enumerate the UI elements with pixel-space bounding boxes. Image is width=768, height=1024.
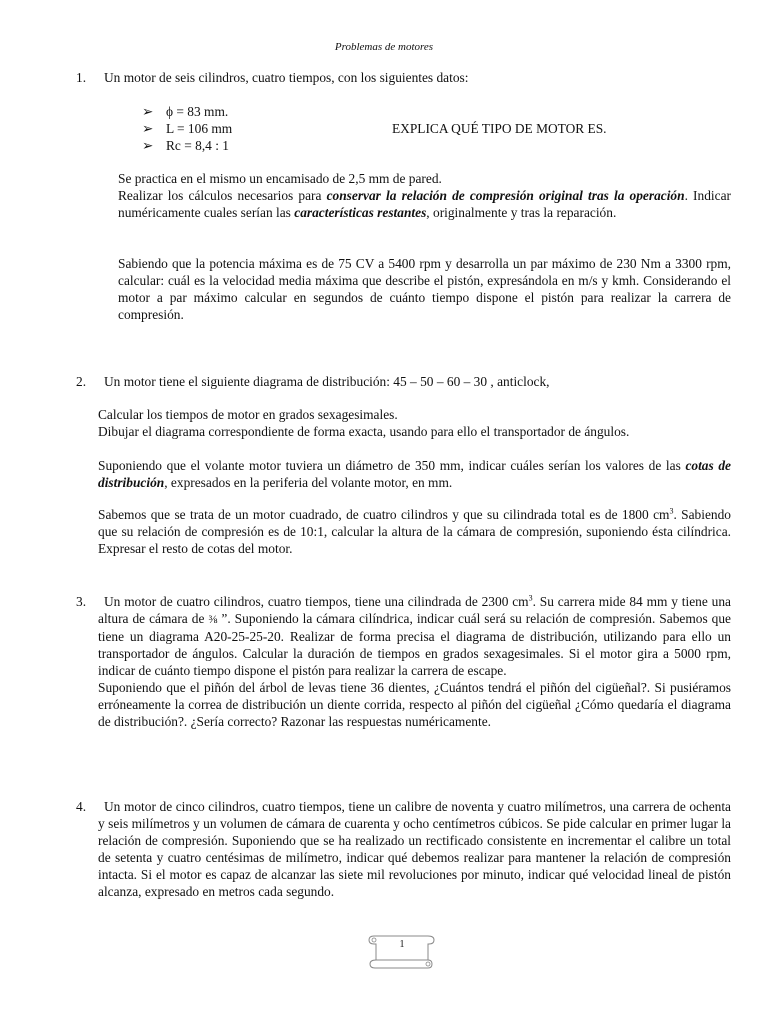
problem-4-number: 4. [76,799,87,814]
problem-2-intro: Un motor tiene el siguiente diagrama de distribución: 45 – 50 – 60 – 30 , anticlock, [104,374,550,389]
problem-3-number: 3. [76,594,87,609]
arrow-bullet-icon: ➢ [142,138,154,153]
problem-1-paragraph-1: Se practica en el mismo un encamisado de 2,5 mm de pared. Realizar los cálculos necesarios para conservar la relación de compresión original tras la operación. Indicar numéricamente cuales serían las características restantes, originalmente y tras la reparación. [118,171,731,220]
bullet-item: ➢ ϕ = 83 mm. [142,104,229,119]
explain-motor-type: EXPLICA QUÉ TIPO DE MOTOR ES. [392,121,607,136]
scroll-ornament-icon [366,930,438,970]
problem-2-paragraph-3: Sabemos que se trata de un motor cuadrado, de cuatro cilindros y que su cilindrada total es de 1800 $cm^3$. Sabiendo que su relación de compresión es de 10:1, calcular la altura de la cámara de compresión, suponiendo ésta cilíndrica. Expresar el resto de cotas del motor. [98,506,732,556]
problem-1-intro: Un motor de seis cilindros, cuatro tiempos, con los siguientes datos: [104,70,469,85]
bullet-item: ➢ L = 106 mm [142,121,233,136]
arrow-bullet-icon: ➢ [142,104,154,119]
page-number-scroll [366,930,438,970]
problem-1-number: 1. [76,70,87,85]
page-header-title: Problemas de motores [334,41,434,53]
arrow-bullet-icon: ➢ [142,121,154,136]
problem-1-paragraph-2: Sabiendo que la potencia máxima es de 75 CV a 5400 rpm y desarrolla un par máximo de 230 Nm a 3300 rpm, calcular: cuál es la velocidad media máxima que describe el pistón, expresándola en m/s y kmh. Considerando el motor a par máximo calcular en segundos de cuánto tiempo dispone el pistón para realizar la carrera de compresión. [118,256,731,322]
page-number: 1 [399,939,405,950]
problem-2-paragraph-1: Calcular los tiempos de motor en grados sexagesimales. Dibujar el diagrama correspondiente de forma exacta, usando para ello el transportador de ángulos. [98,407,630,439]
problem-3-text: Un motor de cuatro cilindros, cuatro tiempos, tiene una cilindrada de 2300 $cm^3$. Su carrera mide 84 mm y tiene una altura de cámara de ⅜ ”. Suponiendo la cámara cilíndrica, indicar cuál será su relación de compresión. Sabemos que tiene un diagrama A20-25-25-20. Realizar de forma precisa el diagrama de distribución, utilizando para ello un transportador de ángulos. Calcular la duración de tiempos en grados sexagesimales. Si el motor gira a 5000 rpm, indicar de cuánto tiempo dispone el pistón para realizar la carrera de escape. Suponiendo que el piñón del árbol de levas tiene 36 dientes, ¿Cuántos tendrá el piñón del cigüeñal?. Si pusiéramos erróneamente la correa de distribución un diente corrida, respecto al piñón del cigüeñal ¿Cómo quedaría el diagrama de distribución?. ¿Sería correcto? Razonar las respuestas numéricamente. [98,593,731,729]
problem-2-paragraph-2: Suponiendo que el volante motor tuviera un diámetro de 350 mm, indicar cuáles serían los valores de las cotas de distribución, expresados en la periferia del volante motor, en mm. [98,458,732,490]
bullet-item: ➢ Rc = 8,4 : 1 [142,138,229,153]
problem-2-number: 2. [76,374,87,389]
problem-4-text: Un motor de cinco cilindros, cuatro tiempos, tiene un calibre de noventa y cuatro milímetros, una carrera de ochenta y seis milímetros y un volumen de cámara de cuarenta y ocho centímetros cúbicos. Se pide calcular en primer lugar la relación de compresión. Suponiendo que se ha realizado un rectificado consistente en incrementar el calibre un total de setenta y cuatro centésimas de milímetro, indicar qué debemos realizar para mantener la relación de compresión intacta. Si el motor es capaz de alcanzar las siete mil revoluciones por minuto, indicar qué velocidad lineal de pistón alcanza, expresado en metros cada segundo. [98,799,731,899]
